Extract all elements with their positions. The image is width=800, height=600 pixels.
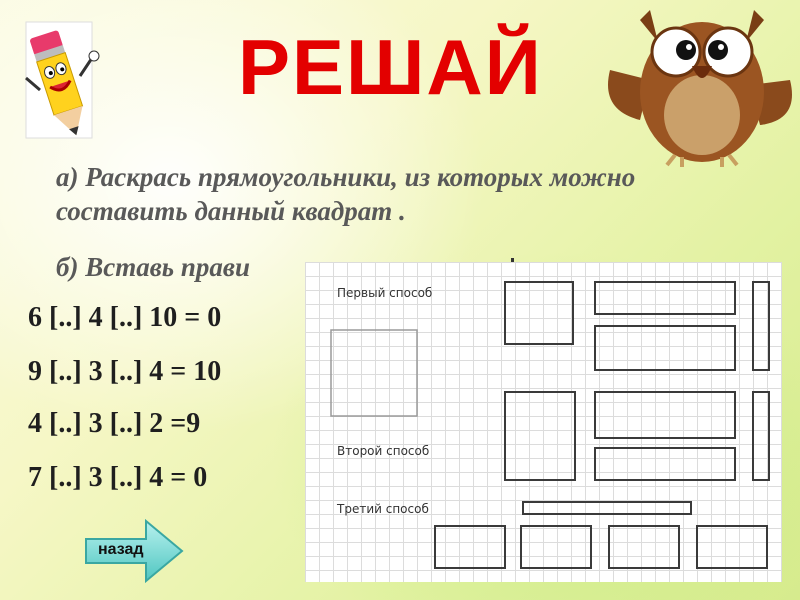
- rect-m2-b: [595, 392, 735, 438]
- task-a-text: а) Раскрась прямоугольники, из которых можно составить данный квадрат .: [56, 162, 636, 226]
- back-button-label: назад: [98, 541, 144, 558]
- method-1-label: Первый способ: [337, 286, 433, 300]
- rect-m2-a: [505, 392, 575, 480]
- rect-m1-d: [753, 282, 769, 370]
- method-3-label: Третий способ: [337, 502, 429, 516]
- method-2-label: Второй способ: [337, 444, 430, 458]
- rect-m1-b: [595, 282, 735, 314]
- figure-shapes: [305, 262, 782, 582]
- rect-m3-b: [521, 526, 591, 568]
- task-b-text: б) Вставь прави: [56, 252, 250, 282]
- rect-m3-a: [435, 526, 505, 568]
- rect-m2-d: [753, 392, 769, 480]
- worksheet-figure: [305, 262, 782, 582]
- slide-title: РЕШАЙ: [238, 23, 543, 111]
- rect-m1-c: [595, 326, 735, 370]
- rect-m3-c: [609, 526, 679, 568]
- equation-1: 6 [..] 4 [..] 10 = 0: [28, 302, 222, 333]
- rect-m3-d: [697, 526, 767, 568]
- target-square: [331, 330, 417, 416]
- equation-3: 4 [..] 3 [..] 2 =9: [28, 408, 201, 439]
- equation-2: 9 [..] 3 [..] 4 = 10: [28, 356, 222, 387]
- owl-mascot-icon: [600, 0, 800, 170]
- rect-m2-c: [595, 448, 735, 480]
- back-button[interactable]: [84, 519, 184, 583]
- rect-m1-a: [505, 282, 573, 344]
- equation-4: 7 [..] 3 [..] 4 = 0: [28, 462, 208, 493]
- rect-m3-top: [523, 502, 691, 514]
- pencil-mascot-icon: [18, 18, 100, 146]
